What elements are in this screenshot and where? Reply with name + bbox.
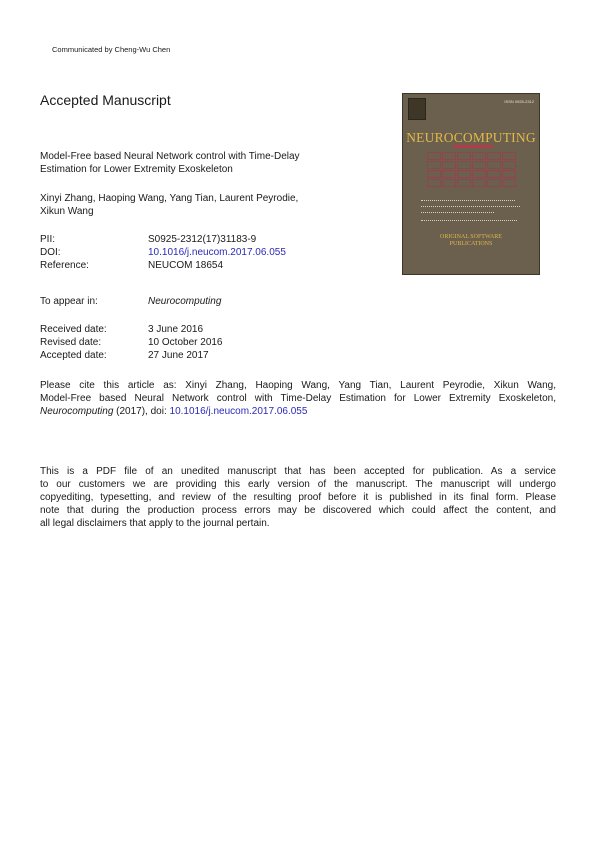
pii-label: PII: (40, 234, 56, 245)
disclaimer-line: to our customers we are providing this early version of the manuscript. The manuscript will undergo (40, 479, 556, 490)
cover-title: NEUROCOMPUTING (406, 130, 536, 145)
pii-value: S0925-2312(17)31183-9 (148, 234, 257, 245)
communicated-by: Communicated by Cheng-Wu Chen (52, 45, 171, 54)
revised-label: Revised date: (40, 337, 102, 348)
citation-line (40, 405, 307, 418)
cover-orig-line: PUBLICATIONS (449, 241, 493, 247)
author-line: Xikun Wang (40, 206, 94, 217)
reference-row (40, 260, 400, 273)
cover-orig-line: ORIGINAL SOFTWARE (440, 234, 502, 240)
citation-doi-link[interactable]: 10.1016/j.neucom.2017.06.055 (169, 406, 308, 417)
citation-line: Model-Free based Neural Network control with Time-Delay Estimation for Lower Extremity Exoskeleton, (40, 393, 556, 404)
journal-cover-image (402, 93, 540, 275)
revised-date: 10 October 2016 (148, 337, 223, 348)
doi-link[interactable]: 10.1016/j.neucom.2017.06.055 (148, 247, 286, 258)
cover-issn: ISSN 0925-2312 (504, 99, 534, 104)
disclaimer-line: copyediting, typesetting, and review of the resulting proof before it is published in its final form. Please (40, 492, 556, 503)
accepted-row (40, 350, 400, 363)
accepted-label: Accepted date: (40, 350, 107, 361)
received-row (40, 324, 400, 337)
author-line: Xinyi Zhang, Haoping Wang, Yang Tian, Laurent Peyrodie, (40, 193, 299, 204)
publisher-logo-icon (408, 98, 426, 120)
disclaimer-line: note that during the production process errors may be discovered which could affect the content, and (40, 505, 556, 516)
pii-row (40, 234, 400, 247)
reference-label: Reference: (40, 260, 89, 271)
doi-label: DOI: (40, 247, 61, 258)
disclaimer-line: all legal disclaimers that apply to the journal pertain. (40, 518, 270, 529)
reference-value: NEUCOM 18654 (148, 260, 224, 271)
disclaimer-line: This is a PDF file of an unedited manuscript that has been accepted for publication. As a service (40, 466, 556, 477)
received-date: 3 June 2016 (148, 324, 204, 335)
page-heading: Accepted Manuscript (40, 92, 171, 108)
received-label: Received date: (40, 324, 107, 335)
accepted-date: 27 June 2017 (148, 350, 209, 361)
cover-orig-software (403, 234, 539, 248)
citation-tail: (2017), doi: (113, 406, 170, 417)
cover-accent-bar (453, 145, 493, 148)
citation-journal: Neurocomputing (40, 406, 114, 417)
title-line: Estimation for Lower Extremity Exoskeleton (40, 164, 233, 175)
revised-row (40, 337, 400, 350)
doi-row (40, 247, 400, 260)
cover-fine-print (421, 200, 525, 224)
journal-name: Neurocomputing (148, 296, 222, 307)
appear-row (40, 296, 400, 309)
citation-line: Please cite this article as: Xinyi Zhang, Haoping Wang, Yang Tian, Laurent Peyrodie, Xikun Wang, (40, 380, 556, 391)
appear-label: To appear in: (40, 296, 98, 307)
title-line: Model-Free based Neural Network control with Time-Delay (40, 151, 300, 162)
cover-grid-pattern (427, 152, 517, 188)
